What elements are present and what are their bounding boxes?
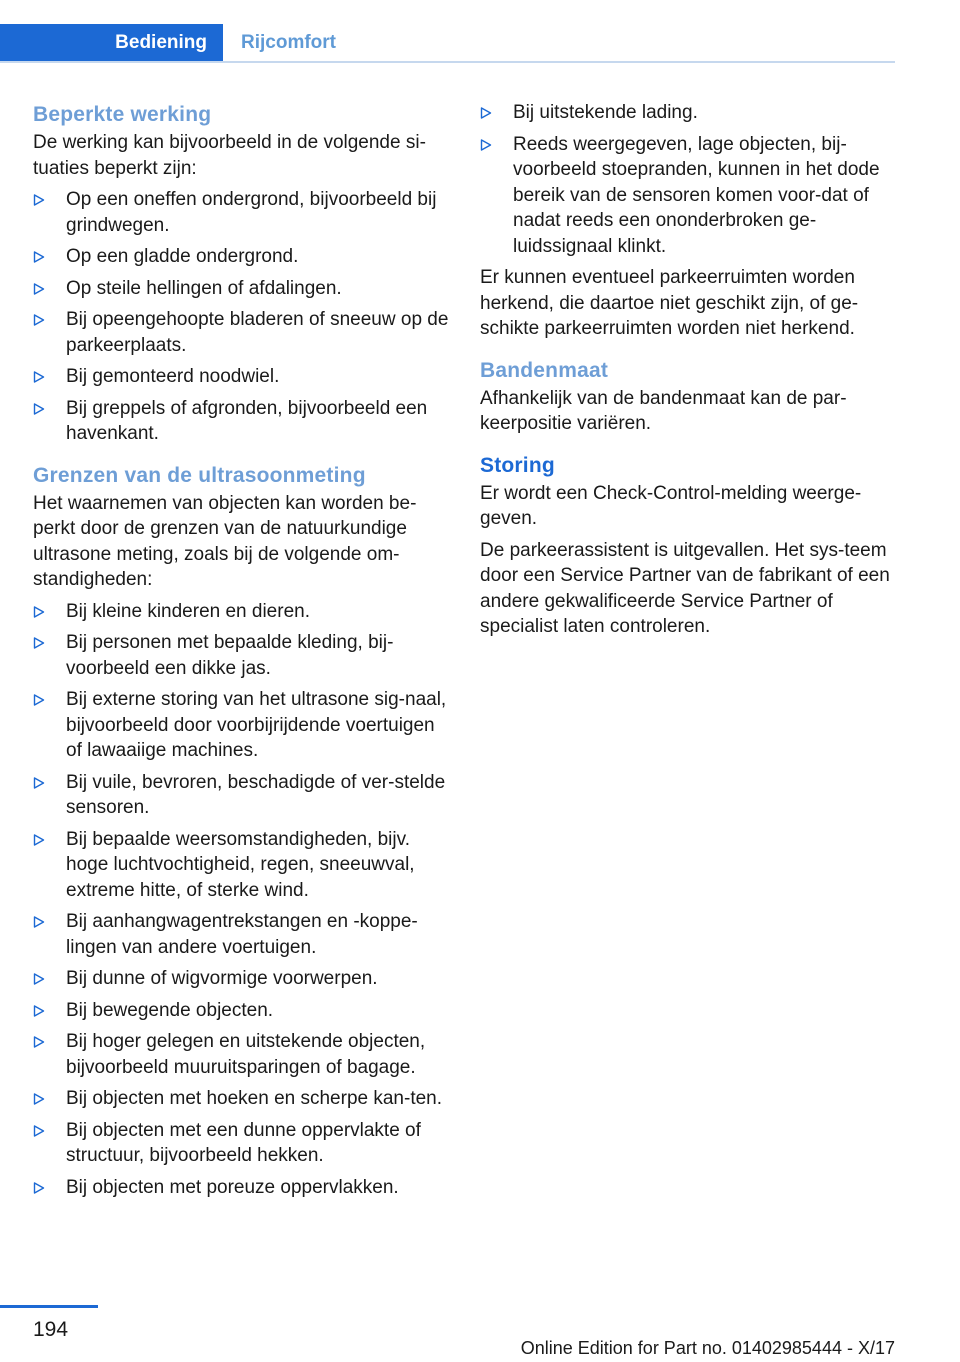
list-item	[33, 966, 451, 992]
list-item	[33, 1086, 451, 1112]
section-intro: De werking kan bijvoorbeeld in de volgende si-tuaties beperkt zijn:	[33, 132, 426, 179]
list-item-text: Op steile hellingen of afdalingen.	[66, 277, 342, 299]
section-bandenmaat	[480, 356, 898, 437]
triangle-bullet-icon	[33, 916, 45, 928]
paragraph: Er wordt een Check-Control-melding weerge-geven.	[480, 482, 862, 529]
triangle-bullet-icon	[33, 1093, 45, 1105]
paragraph: Er kunnen eventueel parkeerruimten worden herkend, die daartoe niet geschikt zijn, of ge-schikte parkeerruimten worden niet herkend.	[480, 267, 859, 339]
list-item-text: Bij objecten met poreuze oppervlakken.	[66, 1176, 399, 1198]
list-item	[33, 276, 451, 302]
page-number: 194	[33, 1318, 69, 1341]
list-item	[33, 599, 451, 625]
triangle-bullet-icon	[33, 194, 45, 206]
list-item-text: Bij hoger gelegen en uitstekende objecten, bijvoorbeeld muuruitsparingen of bagage.	[66, 1031, 426, 1078]
section-title: Storing	[480, 453, 555, 477]
footer-accent-line	[0, 1305, 98, 1308]
list-item-text: Bij personen met bepaalde kleding, bij-voorbeeld een dikke jas.	[66, 632, 394, 679]
list-item	[33, 1175, 451, 1201]
triangle-bullet-icon	[33, 314, 45, 326]
right-column	[480, 100, 898, 646]
list-item-text: Bij objecten met een dunne oppervlakte of structuur, bijvoorbeeld hekken.	[66, 1119, 421, 1166]
tab-bediening[interactable]: Bediening	[0, 24, 223, 62]
bullet-list	[33, 599, 451, 1201]
list-item	[33, 770, 451, 821]
triangle-bullet-icon	[33, 606, 45, 618]
triangle-bullet-icon	[33, 283, 45, 295]
section-storing	[480, 451, 898, 640]
triangle-bullet-icon	[33, 637, 45, 649]
list-item-text: Bij opeengehoopte bladeren of sneeuw op de parkeerplaats.	[66, 309, 449, 356]
bullet-list	[480, 100, 898, 259]
list-item-text: Op een oneffen ondergrond, bijvoorbeeld bij grindwegen.	[66, 189, 437, 236]
list-item	[33, 1029, 451, 1080]
triangle-bullet-icon	[33, 403, 45, 415]
section-title: Grenzen van de ultrasoonmeting	[33, 463, 366, 487]
triangle-bullet-icon	[480, 107, 492, 119]
left-column	[33, 100, 451, 1206]
triangle-bullet-icon	[33, 694, 45, 706]
list-item	[33, 827, 451, 904]
paragraph: De parkeerassistent is uitgevallen. Het sys-teem door een Service Partner van de fabrikant of een andere gekwalificeerde Service Partner of specialist laten controleren.	[480, 539, 890, 637]
triangle-bullet-icon	[33, 251, 45, 263]
list-item	[33, 909, 451, 960]
list-item	[33, 1118, 451, 1169]
list-item-text: Bij uitstekende lading.	[513, 102, 698, 123]
list-item	[480, 100, 898, 126]
triangle-bullet-icon	[33, 1182, 45, 1194]
list-item-text: Bij aanhangwagentrekstangen en -koppe-lingen van andere voertuigen.	[66, 911, 418, 958]
list-item	[480, 132, 898, 260]
triangle-bullet-icon	[33, 777, 45, 789]
triangle-bullet-icon	[33, 973, 45, 985]
paragraph: Afhankelijk van de bandenmaat kan de par-keerpositie variëren.	[480, 387, 847, 434]
header-divider	[0, 61, 895, 63]
edition-note: Online Edition for Part no. 01402985444 - X/17	[520, 1338, 895, 1358]
triangle-bullet-icon	[480, 139, 492, 151]
section-grenzen-ultrasoonmeting	[33, 461, 451, 1201]
list-item-text: Reeds weergegeven, lage objecten, bij-voorbeeld stoepranden, kunnen in het dode bereik van de sensoren komen voor-dat of nadat reeds een ononderbroken ge-luidssignaal klinkt.	[513, 133, 880, 257]
section-title: Bandenmaat	[480, 358, 609, 382]
list-item	[33, 630, 451, 681]
list-item	[33, 187, 451, 238]
list-item-text: Bij gemonteerd noodwiel.	[66, 366, 280, 387]
list-item-text: Bij objecten met hoeken en scherpe kan-ten.	[66, 1088, 443, 1109]
list-item-text: Bij bepaalde weersomstandigheden, bijv. hoge luchtvochtigheid, regen, sneeuwval, extreme hitte, of sterke wind.	[66, 828, 415, 901]
triangle-bullet-icon	[33, 834, 45, 846]
list-item	[33, 998, 451, 1024]
header-bar	[0, 24, 895, 62]
triangle-bullet-icon	[33, 1005, 45, 1017]
list-item-text: Op een gladde ondergrond.	[66, 246, 299, 267]
list-item-text: Bij externe storing van het ultrasone sig-naal, bijvoorbeeld door voorbijrijdende voertuigen of lawaaiige machines.	[66, 689, 447, 761]
section-beperkte-werking	[33, 100, 451, 447]
triangle-bullet-icon	[33, 1036, 45, 1048]
list-item	[33, 307, 451, 358]
section-intro: Het waarnemen van objecten kan worden be-perkt door de grenzen van de natuurkundige ultrasone meting, zoals bij de volgende om-standigheden:	[33, 492, 417, 590]
bullet-list	[33, 187, 451, 447]
section-title: Beperkte werking	[33, 103, 212, 126]
tab-rijcomfort[interactable]: Rijcomfort	[241, 32, 336, 53]
list-item-text: Bij kleine kinderen en dieren.	[66, 600, 310, 622]
triangle-bullet-icon	[33, 1125, 45, 1137]
list-item	[33, 244, 451, 270]
list-item	[33, 364, 451, 390]
list-item-text: Bij dunne of wigvormige voorwerpen.	[66, 968, 378, 989]
list-item	[33, 396, 451, 447]
list-item-text: Bij bewegende objecten.	[66, 999, 274, 1021]
triangle-bullet-icon	[33, 371, 45, 383]
list-item-text: Bij vuile, bevroren, beschadigde of ver-stelde sensoren.	[66, 771, 446, 818]
list-item	[33, 687, 451, 764]
list-item-text: Bij greppels of afgronden, bijvoorbeeld een havenkant.	[66, 397, 428, 444]
